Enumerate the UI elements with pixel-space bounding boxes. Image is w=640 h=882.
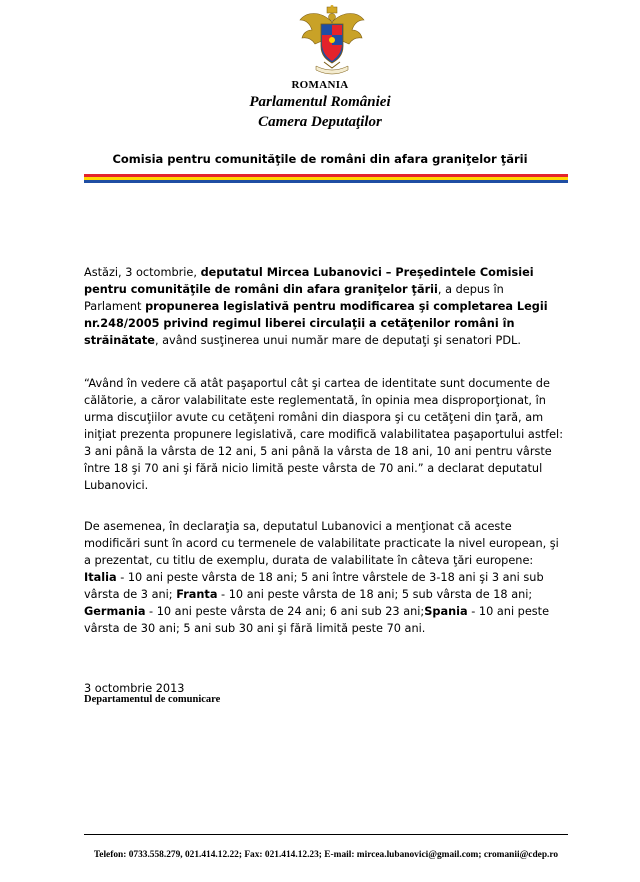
tricolor-divider [84, 174, 568, 183]
romanian-coat-of-arms-icon [294, 4, 370, 80]
country-spania: Spania [424, 605, 468, 618]
intro-text: , a depus în Parlament [84, 283, 504, 313]
paragraph-quote [84, 375, 564, 494]
examples-intro: De asemenea, în declaraţia sa, deputatul Lubanovici a menţionat că aceste modificări sunt în acord cu termenele de valabilitate practicate la nivel european, şi a prezentat, cu titlu de exemplu, durata de valabilitate în câteva ţări europene: [84, 520, 559, 567]
italia-rules: - 10 ani peste vârsta de 18 ani; 5 ani între vârstele de 3-18 ani şi 3 ani sub vârsta de 3 ani; [84, 571, 544, 601]
spania-rules: - 10 ani peste vârsta de 30 ani; 5 ani sub 30 ani şi fără limită peste 70 ani. [84, 605, 550, 635]
franta-rules: - 10 ani peste vârsta de 18 ani; 5 sub vârsta de 18 ani; [217, 588, 533, 601]
germania-rules: - 10 ani peste vârsta de 24 ani; 6 ani sub 23 ani; [145, 605, 425, 618]
tricolor-stripe-blue [84, 180, 568, 183]
country-name: ROMANIA [291, 79, 349, 91]
paragraph-european-examples [84, 518, 564, 637]
paragraph-intro [84, 264, 564, 349]
country-italia: Italia [84, 571, 117, 584]
chamber-name: Camera Deputaţilor [258, 114, 382, 130]
country-germania: Germania [84, 605, 146, 618]
department-signature: Departamentul de comunicare [84, 694, 221, 705]
intro-support-text: , având susţinerea unui număr mare de deputaţi şi senatori PDL. [154, 334, 521, 347]
footer-contact: Telefon: 0733.558.279, 021.414.12.22; Fax: 021.414.12.23; E-mail: mircea.lubanovici@gmail.com; cromanii@cdep.ro [93, 850, 559, 860]
intro-law-proposal: propunerea legislativă pentru modificarea şi completarea Legii nr.248/2005 privind regimul liberei circulaţii a cetăţenilor români în străinătate [84, 300, 548, 347]
committee-title: Comisia pentru comunităţile de români din afara graniţelor ţării [112, 152, 528, 166]
country-franta: Franta [176, 588, 218, 601]
footer-divider [84, 834, 568, 835]
quote-text: “Având în vedere că atât paşaportul cât şi cartea de identitate sunt documente de călătorie, a căror valabilitate este reglementată, în opinia mea disproporţionat, în urma discuţiilor avute cu cetăţeni români din diaspora şi cu cetăţeni din ţară, am iniţiat prezenta propunere legislativă, care modifică valabilitatea paşaportului astfel: 3 ani până la vârsta de 12 ani, 5 ani până la vârsta de 18 ani, 10 ani pentru vârste între 18 şi 70 ani şi fără nicio limită peste vârsta de 70 ani.” a declarat deputatul Lubanovici. [84, 377, 564, 492]
intro-deputy-name: deputatul Mircea Lubanovici – Preşedintele Comisiei pentru comunităţile de români din afara graniţelor ţării [84, 266, 534, 296]
parliament-name: Parlamentul României [249, 94, 391, 110]
release-date: 3 octombrie 2013 [84, 682, 185, 695]
intro-date-text: Astăzi, 3 octombrie, [84, 266, 201, 279]
